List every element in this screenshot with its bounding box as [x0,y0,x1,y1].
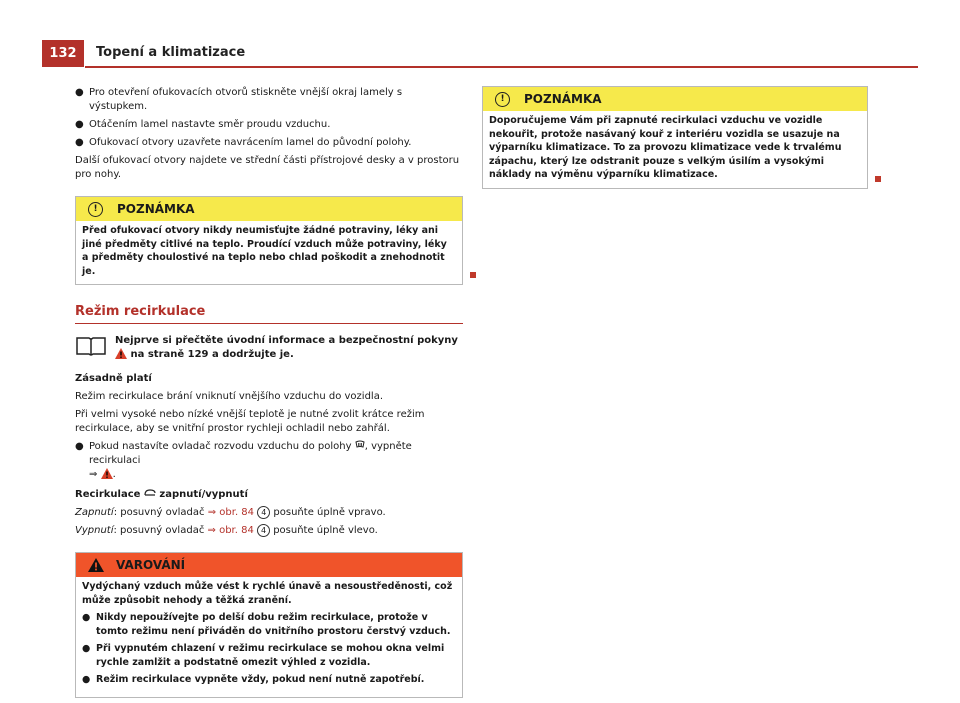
warning-title: VAROVÁNÍ [116,558,186,572]
info-exclamation-icon: ! [495,92,510,107]
note-header [76,197,462,221]
list-item: ● Nikdy nepoužívejte po delší dobu režim recirkulace, protože v tomto režimu není přiváděn do vnitřního prostoru čerstvý vzduch. [82,612,451,637]
subheading: Recirkulace zapnutí/vypnutí [75,489,248,500]
note-header [483,87,867,111]
subheading: Zásadně platí [75,373,152,384]
page-title: Topení a klimatizace [96,45,246,60]
list-item: ● Pro otevření ofukovacích otvorů stiskněte vnější okraj lamely s výstupkem. [75,87,403,112]
paragraph: Vypnutí: posuvný ovladač ⇒ obr. 84 4 posuňte úplně vlevo. [75,525,378,536]
warning-triangle-icon [115,348,127,359]
paragraph: Další ofukovací otvory najdete ve střední části přístrojové desky a v prostoru pro nohy. [75,155,460,180]
figure-reference[interactable]: ⇒ obr. 84 [207,525,254,536]
paragraph: Zapnutí: posuvný ovladač ⇒ obr. 84 4 posuňte úplně vpravo. [75,507,386,518]
left-column [75,86,463,702]
section-title: Režim recirkulace [75,304,206,319]
page-number: 132 [42,40,84,67]
figure-reference[interactable]: ⇒ obr. 84 [207,507,255,518]
list-item: ● Režim recirkulace vypněte vždy, pokud není nutně zapotřebí. [82,674,425,685]
list-item: ● Pokud nastavíte ovladač rozvodu vzduchu do polohy , vypněte recirkulaci ⇒ . [75,441,412,480]
warning-triangle-icon [88,558,104,572]
right-column [482,86,868,193]
note-title: POZNÁMKA [117,202,195,216]
open-book-icon [75,334,107,358]
header-rule [85,66,918,68]
callout-number: 4 [257,506,270,519]
callout-number: 4 [257,524,270,537]
warning-body: Vydýchaný vzduch může vést k rychlé únavě a nesoustředěnosti, což může způsobit nehody a těžká zranění. ● Nikdy nepoužívejte po delší dobu režim recirkulace, protože v tomto režimu není přiváděn do vnitřního prostoru čerstvý vzduch. ● Při vypnutém chlazení v režimu recirkulace se mohou okna velmi rychle zamlžit a podstatně omezit výhled z vozidla. ● Režim recirkulace vypněte vždy, pokud není nutně zapotřebí. [76,577,462,697]
note-title: POZNÁMKA [524,92,602,106]
info-exclamation-icon: ! [88,202,103,217]
note-box [482,86,868,189]
paragraph: Při velmi vysoké nebo nízké vnější teplotě je nutné zvolit krátce režim recirkulace, aby se vnitřní prostor rychleji ochladil nebo zahřál. [75,409,425,434]
list-item: ● Ofukovací otvory uzavřete navrácením lamel do původní polohy. [75,137,412,148]
list-item: ● Otáčením lamel nastavte směr proudu vzduchu. [75,119,331,130]
warning-header [76,553,462,577]
section-rule [75,323,463,324]
end-mark-icon [875,176,881,182]
windshield-defrost-icon [355,440,365,449]
note-body: Před ofukovací otvory nikdy neumisťujte žádné potraviny, léky ani jiné předměty citlivé na teplo. Proudící vzduch může potraviny, léky a předměty choulostivé na teplo nebo chlad poškodit a znehodnotit je. [76,221,462,284]
list-item: ● Při vypnutém chlazení v režimu recirkulace se mohou okna velmi rychle zamlžit a podstatně omezit výhled z vozidla. [82,643,445,668]
read-first-notice: Nejprve si přečtěte úvodní informace a bezpečnostní pokyny na straně 129 a dodržujte je. [75,334,463,364]
recirculation-icon [144,489,156,497]
paragraph: Režim recirkulace brání vniknutí vnějšího vzduchu do vozidla. [75,391,384,402]
warning-triangle-icon [101,468,113,479]
warning-box [75,552,463,698]
note-box [75,196,463,285]
note-body: Doporučujeme Vám při zapnuté recirkulaci vzduchu ve vozidle nekouřit, protože nasávaný kouř z interiéru vozidla se usazuje na výparníku klimatizace. To za provozu klimatizace vede k trvalému zápachu, který lze odstranit pouze s velkým úsilím a vysokými náklady na výměnu výparníku klimatizace. [483,111,867,188]
end-mark-icon [470,272,476,278]
